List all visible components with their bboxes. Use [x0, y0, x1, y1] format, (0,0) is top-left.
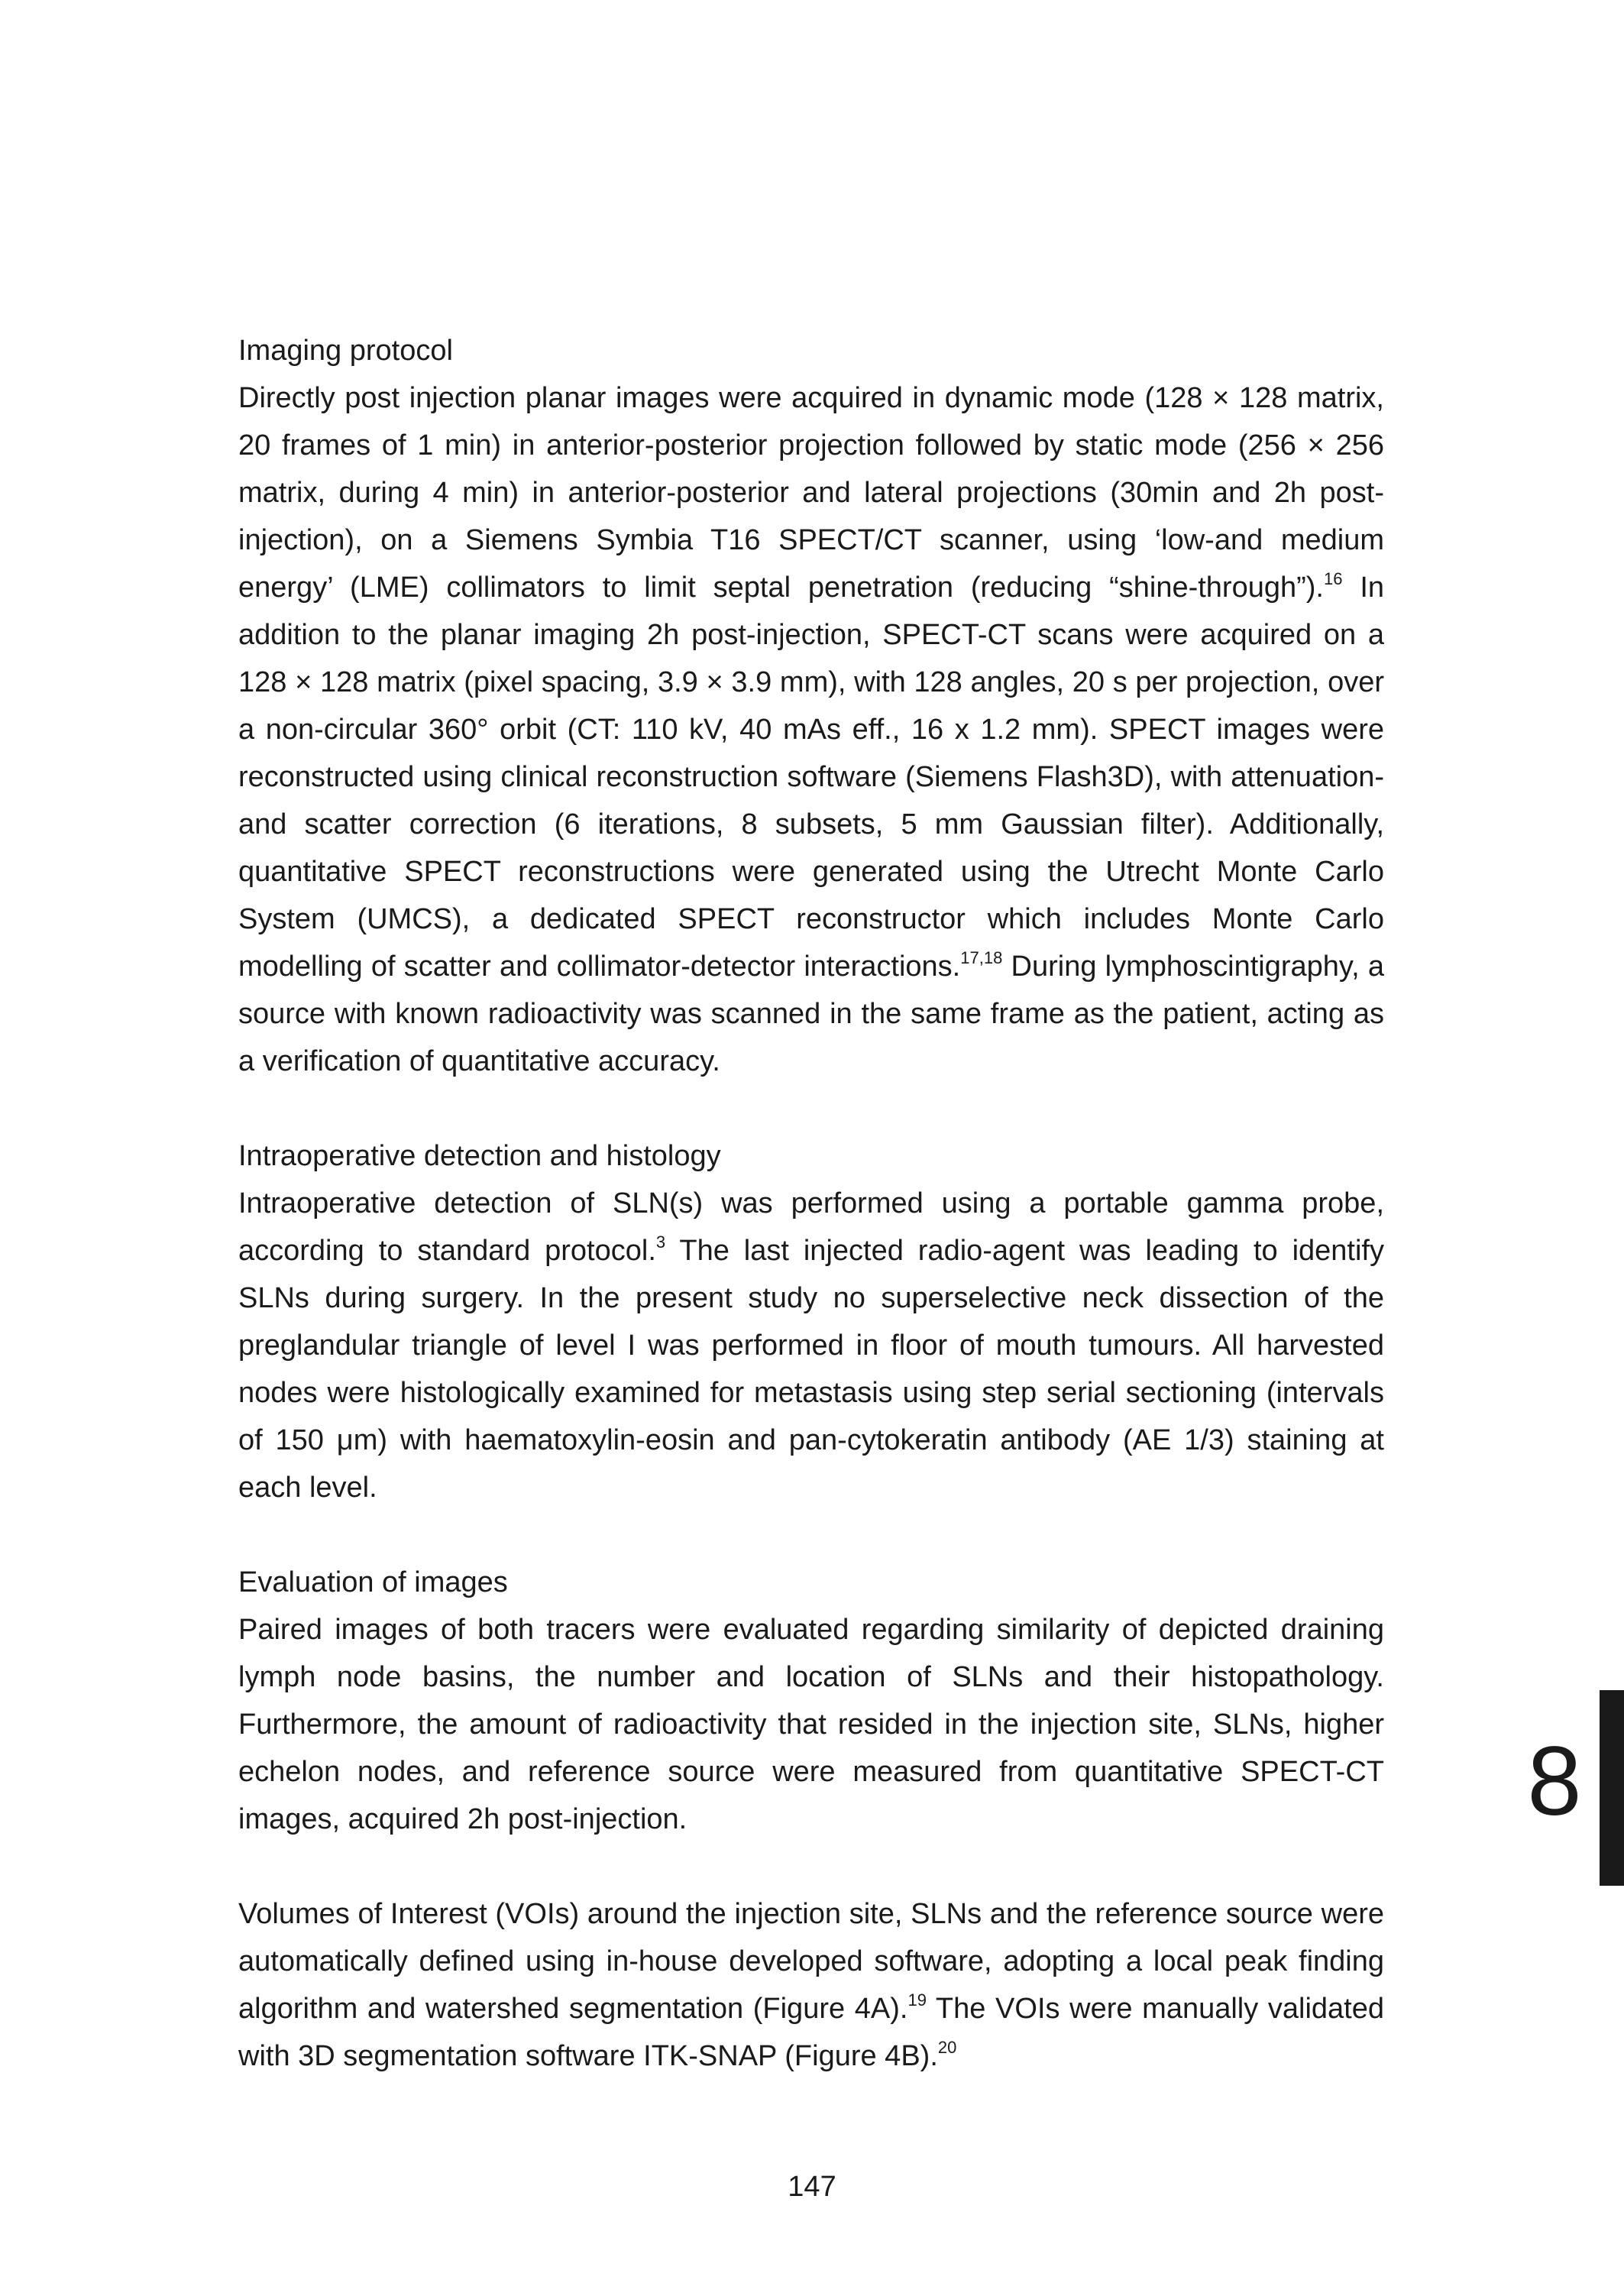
- citation-superscript: 19: [907, 1990, 927, 2010]
- text-segment: Directly post injection planar images were acquired in dynamic mode (128 × 128 matrix, 20 frames of 1 min) in anterior-posterior projection followed by static mode (256 × 256 matrix, during 4 min) in anterior-posterior and lateral projections (30min and 2h post-injection), on a Siemens Symbia T16 SPECT/CT scanner, using ‘low-and medium energy’ (LME) collimators to limit septal penetration (reducing “shine-through”).: [238, 382, 1384, 604]
- text-segment: During lymphoscintigraphy, a source with known radioactivity was scanned in the same frame as the patient, acting as a verification of quantitative accuracy.: [238, 951, 1384, 1077]
- paragraph-volumes-of-interest: [238, 1890, 1384, 2080]
- citation-superscript: 3: [655, 1232, 666, 1252]
- chapter-number: 8: [1527, 1727, 1582, 1836]
- paragraph-gap: [238, 1085, 1384, 1132]
- text-segment: The last injected radio-agent was leading to identify SLNs during surgery. In the present study no superselective neck dissection of the preglandular triangle of level I was performed in floor of mouth tumours. All harvested nodes were histologically examined for metastasis using step serial sectioning (intervals of 150 μm) with haematoxylin-eosin and pan-cytokeratin antibody (AE 1/3) staining at each level.: [238, 1235, 1384, 1504]
- text-segment: Volumes of Interest (VOIs) around the injection site, SLNs and the reference source were automatically defined using in-house developed software, adopting a local peak finding algorithm and watershed segmentation (Figure 4A).: [238, 1898, 1384, 2025]
- heading-intraoperative-detection: Intraoperative detection and histology: [238, 1140, 721, 1172]
- paragraph-intraoperative-detection: [238, 1180, 1384, 1511]
- paragraph-imaging-protocol: [238, 374, 1384, 1085]
- text-segment: In addition to the planar imaging 2h post-injection, SPECT-CT scans were acquired on a 128 × 128 matrix (pixel spacing, 3.9 × 3.9 mm), with 128 angles, 20 s per projection, over a non-circular 360° orbit (CT: 110 kV, 40 mAs eff., 16 x 1.2 mm). SPECT images were reconstructed using clinical reconstruction software (Siemens Flash3D), with attenuation- and scatter correction (6 iterations, 8 subsets, 5 mm Gaussian filter). Additionally, quantitative SPECT reconstructions were generated using the Utrecht Monte Carlo System (UMCS), a dedicated SPECT reconstructor which includes Monte Carlo modelling of scatter and collimator-detector interactions.: [238, 572, 1385, 983]
- paragraph-gap: [238, 1843, 1384, 1890]
- page-number: 147: [788, 2171, 836, 2203]
- paragraph-gap: [238, 1511, 1384, 1559]
- citation-superscript: 20: [937, 2038, 957, 2057]
- heading-imaging-protocol: Imaging protocol: [238, 335, 453, 367]
- text-segment: The VOIs were manually validated with 3D segmentation software ITK-SNAP (Figure 4B).: [238, 1993, 1384, 2072]
- paragraph-evaluation-of-images: Paired images of both tracers were evaluated regarding similarity of depicted draining lymph node basins, the number and location of SLNs and their histopathology. Furthermore, the amount of radioactivity that resided in the injection site, SLNs, higher echelon nodes, and reference source were measured from quantitative SPECT-CT images, acquired 2h post-injection.: [238, 1614, 1384, 1835]
- heading-evaluation-of-images: Evaluation of images: [238, 1566, 508, 1598]
- chapter-thumb-tab: [1600, 1690, 1624, 1886]
- citation-superscript: 16: [1324, 569, 1343, 588]
- page-content: [238, 327, 1384, 2080]
- citation-superscript: 17,18: [960, 948, 1003, 967]
- text-segment: Intraoperative detection of SLN(s) was performed using a portable gamma probe, according to standard protocol.: [238, 1187, 1384, 1267]
